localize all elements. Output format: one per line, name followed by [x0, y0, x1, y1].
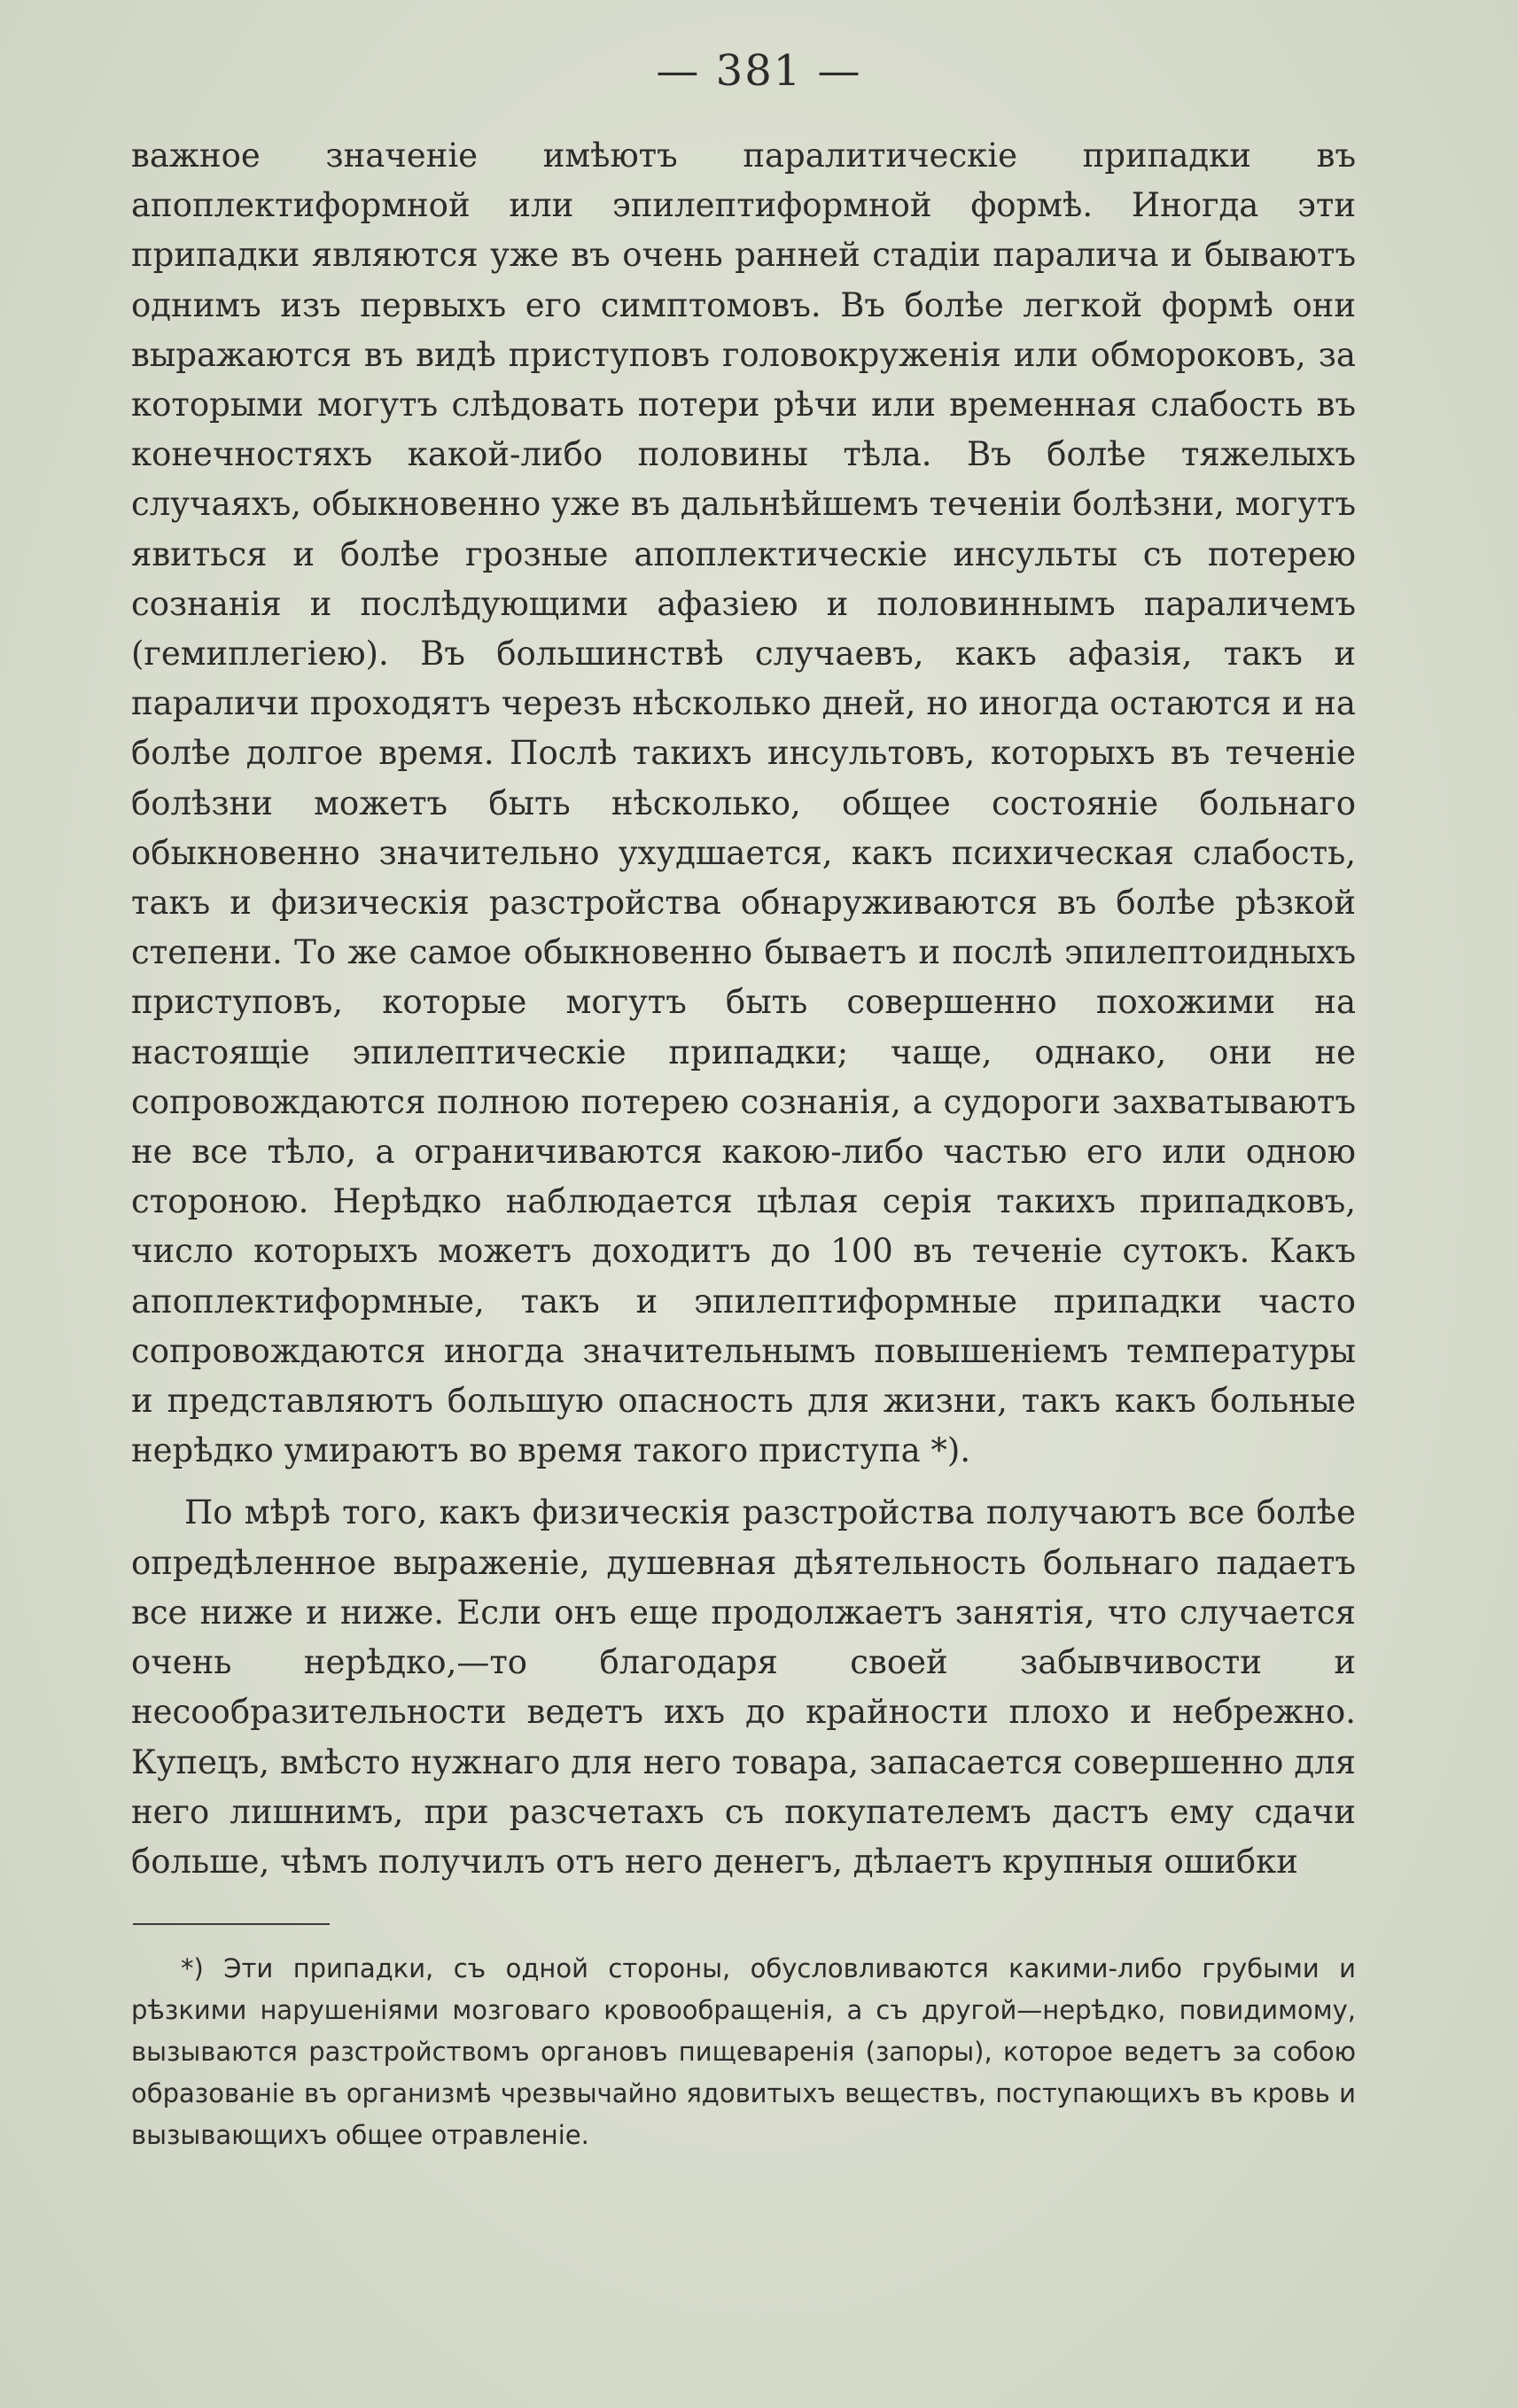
- footnote-divider: [133, 1923, 330, 1925]
- footnote: *) Эти припадки, съ одной стороны, обусловливаются какими-либо грубыми и рѣзкими нарушеніями мозговаго кровообращенія, а съ другой—нерѣдко, повидимому, вызываются разстройствомъ органовъ пищеваренія (запоры), которое ведетъ за собою образованіе въ организмѣ чрезвычайно ядовитыхъ веществъ, поступающихъ въ кровь и вызывающихъ общее отравленіе.: [131, 1953, 1356, 2150]
- paragraph: По мѣрѣ того, какъ физическія разстройства получаютъ все болѣе опредѣленное выраженіе, душевная дѣятельность больнаго падаетъ все ниже и ниже. Если онъ еще продолжаетъ занятія, что случается очень нерѣдко,—то благодаря своей забывчивости и несообразительности ведетъ ихъ до крайности плохо и небрежно. Купецъ, вмѣсто нужнаго для него товара, запасается совершенно для него лишнимъ, при разсчетахъ съ покупателемъ дастъ ему сдачи больше, чѣмъ получилъ отъ него денегъ, дѣлаетъ крупныя ошибки: [131, 1493, 1356, 1881]
- main-text: [131, 131, 1356, 1887]
- paragraph: важное значеніе имѣютъ паралитическіе припадки въ апоплектиформной или эпилептиформной формѣ. Иногда эти припадки являются уже въ очень ранней стадіи паралича и бываютъ однимъ изъ первыхъ его симптомовъ. Въ болѣе легкой формѣ они выражаются въ видѣ приступовъ головокруженія или обмороковъ, за которыми могутъ слѣдовать потери рѣчи или временная слабость въ конечностяхъ какой-либо половины тѣла. Въ болѣе тяжелыхъ случаяхъ, обыкновенно уже въ дальнѣйшемъ теченіи болѣзни, могутъ явиться и болѣе грозные апоплектическіе инсульты съ потерею сознанія и послѣдующими афазіею и половиннымъ параличемъ (гемиплегіею). Въ большинствѣ случаевъ, какъ афазія, такъ и параличи проходятъ черезъ нѣсколько дней, но иногда остаются и на болѣе долгое время. Послѣ такихъ инсультовъ, которыхъ въ теченіе болѣзни можетъ быть нѣсколько, общее состояніе больнаго обыкновенно значительно ухудшается, какъ психическая слабость, такъ и физическія разстройства обнаруживаются въ болѣе рѣзкой степени. То же самое обыкновенно бываетъ и послѣ эпилептоидныхъ приступовъ, которые могутъ быть совершенно похожими на настоящіе эпилептическіе припадки; чаще, однако, они не сопровождаются полною потерею сознанія, а судороги захватываютъ не все тѣло, а ограничиваются какою-либо частью его или одною стороною. Нерѣдко наблюдается цѣлая серія такихъ припадковъ, число которыхъ можетъ доходитъ до 100 въ теченіе сутокъ. Какъ апоплектиформные, такъ и эпилептиформные припадки часто сопровождаются иногда значительнымъ повышеніемъ температуры и представляютъ большую опасность для жизни, такъ какъ больные нерѣдко умираютъ во время такого приступа *).: [131, 136, 1356, 1470]
- page-number: — 381 —: [656, 46, 862, 96]
